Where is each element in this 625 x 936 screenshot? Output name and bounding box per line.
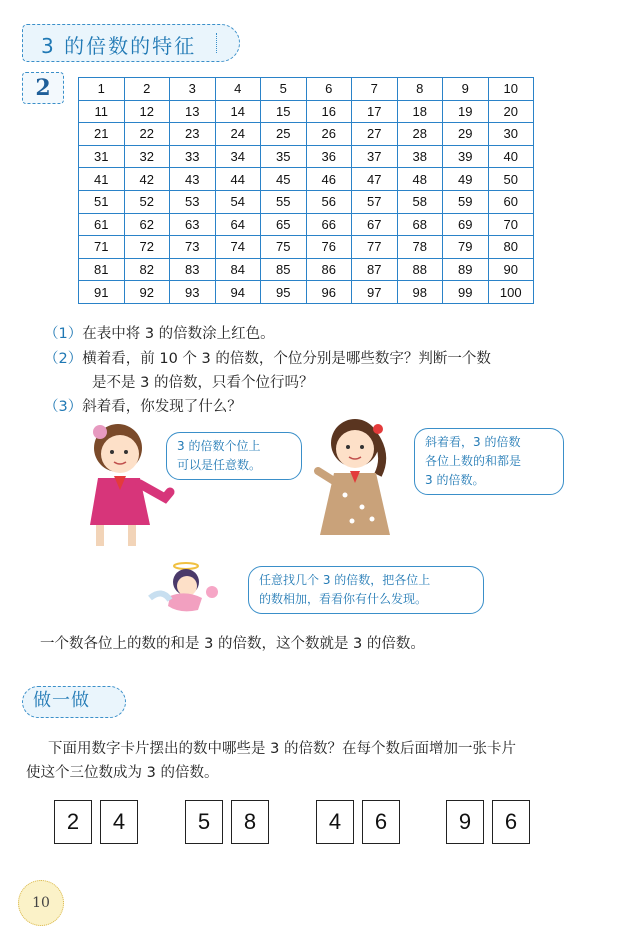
page-number: 10	[18, 880, 64, 926]
grid-cell: 12	[124, 100, 170, 123]
grid-cell: 87	[352, 258, 398, 281]
grid-cell: 47	[352, 168, 398, 191]
section-title-banner	[22, 24, 240, 62]
grid-cell: 62	[124, 213, 170, 236]
speech-bubble-girl-2: 斜着看，3 的倍数 各位上数的和都是 3 的倍数。	[414, 428, 564, 495]
grid-cell: 89	[443, 258, 489, 281]
grid-cell: 6	[306, 78, 352, 101]
grid-cell: 5	[261, 78, 307, 101]
grid-cell: 50	[488, 168, 534, 191]
grid-cell: 48	[397, 168, 443, 191]
grid-cell: 100	[488, 281, 534, 304]
grid-cell: 76	[306, 236, 352, 259]
grid-row	[79, 100, 534, 123]
banner-decoration	[216, 33, 233, 53]
grid-cell: 56	[306, 190, 352, 213]
grid-cell: 27	[352, 123, 398, 146]
number-card: 4	[100, 800, 138, 844]
grid-cell: 60	[488, 190, 534, 213]
grid-cell: 77	[352, 236, 398, 259]
number-card: 8	[231, 800, 269, 844]
grid-cell: 31	[79, 145, 125, 168]
grid-cell: 41	[79, 168, 125, 191]
speech-bubble-girl-1: 3 的倍数个位上 可以是任意数。	[166, 432, 302, 480]
number-card: 2	[54, 800, 92, 844]
grid-cell: 43	[170, 168, 216, 191]
grid-cell: 91	[79, 281, 125, 304]
grid-cell: 7	[352, 78, 398, 101]
grid-row	[79, 236, 534, 259]
doit-title: 做一做	[22, 686, 126, 718]
question-3: （3）斜着看，你发现了什么？	[44, 399, 242, 415]
grid-cell: 23	[170, 123, 216, 146]
grid-cell: 15	[261, 100, 307, 123]
grid-cell: 13	[170, 100, 216, 123]
grid-cell: 57	[352, 190, 398, 213]
grid-cell: 94	[215, 281, 261, 304]
girl-figure-2	[300, 415, 410, 550]
grid-cell: 17	[352, 100, 398, 123]
grid-cell: 74	[215, 236, 261, 259]
number-card: 6	[362, 800, 400, 844]
grid-cell: 88	[397, 258, 443, 281]
grid-cell: 83	[170, 258, 216, 281]
conclusion-text: 一个数各位上的数的和是 3 的倍数，这个数就是 3 的倍数。	[40, 636, 425, 652]
exercise-line-1: 下面用数字卡片摆出的数中哪些是 3 的倍数？在每个数后面增加一张卡片	[48, 741, 516, 757]
grid-cell: 26	[306, 123, 352, 146]
grid-cell: 30	[488, 123, 534, 146]
grid-cell: 34	[215, 145, 261, 168]
grid-cell: 10	[488, 78, 534, 101]
grid-cell: 35	[261, 145, 307, 168]
grid-cell: 14	[215, 100, 261, 123]
grid-cell: 71	[79, 236, 125, 259]
hundred-chart	[78, 77, 534, 304]
grid-cell: 80	[488, 236, 534, 259]
grid-cell: 21	[79, 123, 125, 146]
grid-cell: 93	[170, 281, 216, 304]
grid-cell: 75	[261, 236, 307, 259]
grid-row	[79, 281, 534, 304]
grid-cell: 61	[79, 213, 125, 236]
grid-cell: 22	[124, 123, 170, 146]
grid-cell: 33	[170, 145, 216, 168]
grid-cell: 55	[261, 190, 307, 213]
angel-figure	[140, 558, 230, 618]
question-2-continued: 是不是 3 的倍数，只看个位行吗？	[92, 375, 314, 391]
grid-cell: 72	[124, 236, 170, 259]
grid-cell: 70	[488, 213, 534, 236]
grid-cell: 90	[488, 258, 534, 281]
grid-cell: 45	[261, 168, 307, 191]
grid-cell: 66	[306, 213, 352, 236]
grid-row	[79, 123, 534, 146]
grid-cell: 16	[306, 100, 352, 123]
number-card: 6	[492, 800, 530, 844]
grid-cell: 46	[306, 168, 352, 191]
grid-cell: 18	[397, 100, 443, 123]
grid-cell: 97	[352, 281, 398, 304]
grid-cell: 99	[443, 281, 489, 304]
grid-cell: 59	[443, 190, 489, 213]
grid-cell: 69	[443, 213, 489, 236]
grid-cell: 58	[397, 190, 443, 213]
exercise-line-2: 使这个三位数成为 3 的倍数。	[26, 765, 219, 781]
grid-cell: 40	[488, 145, 534, 168]
grid-cell: 3	[170, 78, 216, 101]
grid-cell: 52	[124, 190, 170, 213]
grid-cell: 36	[306, 145, 352, 168]
grid-cell: 4	[215, 78, 261, 101]
grid-cell: 39	[443, 145, 489, 168]
grid-cell: 63	[170, 213, 216, 236]
grid-cell: 82	[124, 258, 170, 281]
grid-cell: 68	[397, 213, 443, 236]
grid-cell: 1	[79, 78, 125, 101]
grid-cell: 38	[397, 145, 443, 168]
example-number: 2	[22, 72, 64, 104]
grid-cell: 95	[261, 281, 307, 304]
grid-cell: 29	[443, 123, 489, 146]
grid-cell: 37	[352, 145, 398, 168]
number-card: 9	[446, 800, 484, 844]
grid-row	[79, 168, 534, 191]
grid-cell: 81	[79, 258, 125, 281]
grid-cell: 44	[215, 168, 261, 191]
grid-cell: 2	[124, 78, 170, 101]
grid-cell: 49	[443, 168, 489, 191]
grid-cell: 8	[397, 78, 443, 101]
grid-cell: 19	[443, 100, 489, 123]
section-title: 3 的倍数的特征	[41, 34, 197, 58]
grid-cell: 92	[124, 281, 170, 304]
grid-cell: 9	[443, 78, 489, 101]
speech-bubble-angel: 任意找几个 3 的倍数，把各位上 的数相加，看看你有什么发现。	[248, 566, 484, 614]
grid-cell: 67	[352, 213, 398, 236]
grid-cell: 84	[215, 258, 261, 281]
grid-cell: 86	[306, 258, 352, 281]
grid-cell: 54	[215, 190, 261, 213]
grid-cell: 96	[306, 281, 352, 304]
grid-cell: 32	[124, 145, 170, 168]
grid-cell: 24	[215, 123, 261, 146]
grid-cell: 28	[397, 123, 443, 146]
grid-cell: 42	[124, 168, 170, 191]
grid-cell: 20	[488, 100, 534, 123]
grid-row	[79, 190, 534, 213]
grid-row	[79, 213, 534, 236]
question-2: （2）横着看，前 10 个 3 的倍数，个位分别是哪些数字？判断一个数	[44, 351, 491, 367]
grid-cell: 79	[443, 236, 489, 259]
grid-row	[79, 258, 534, 281]
grid-cell: 98	[397, 281, 443, 304]
grid-row	[79, 78, 534, 101]
grid-cell: 11	[79, 100, 125, 123]
question-1: （1）在表中将 3 的倍数涂上红色。	[44, 326, 275, 342]
girl-figure-1	[70, 420, 180, 550]
grid-cell: 85	[261, 258, 307, 281]
grid-row	[79, 145, 534, 168]
grid-cell: 53	[170, 190, 216, 213]
exercise-text	[26, 737, 598, 785]
grid-cell: 51	[79, 190, 125, 213]
grid-cell: 25	[261, 123, 307, 146]
grid-cell: 64	[215, 213, 261, 236]
number-card: 4	[316, 800, 354, 844]
grid-cell: 73	[170, 236, 216, 259]
grid-cell: 78	[397, 236, 443, 259]
number-card: 5	[185, 800, 223, 844]
grid-cell: 65	[261, 213, 307, 236]
